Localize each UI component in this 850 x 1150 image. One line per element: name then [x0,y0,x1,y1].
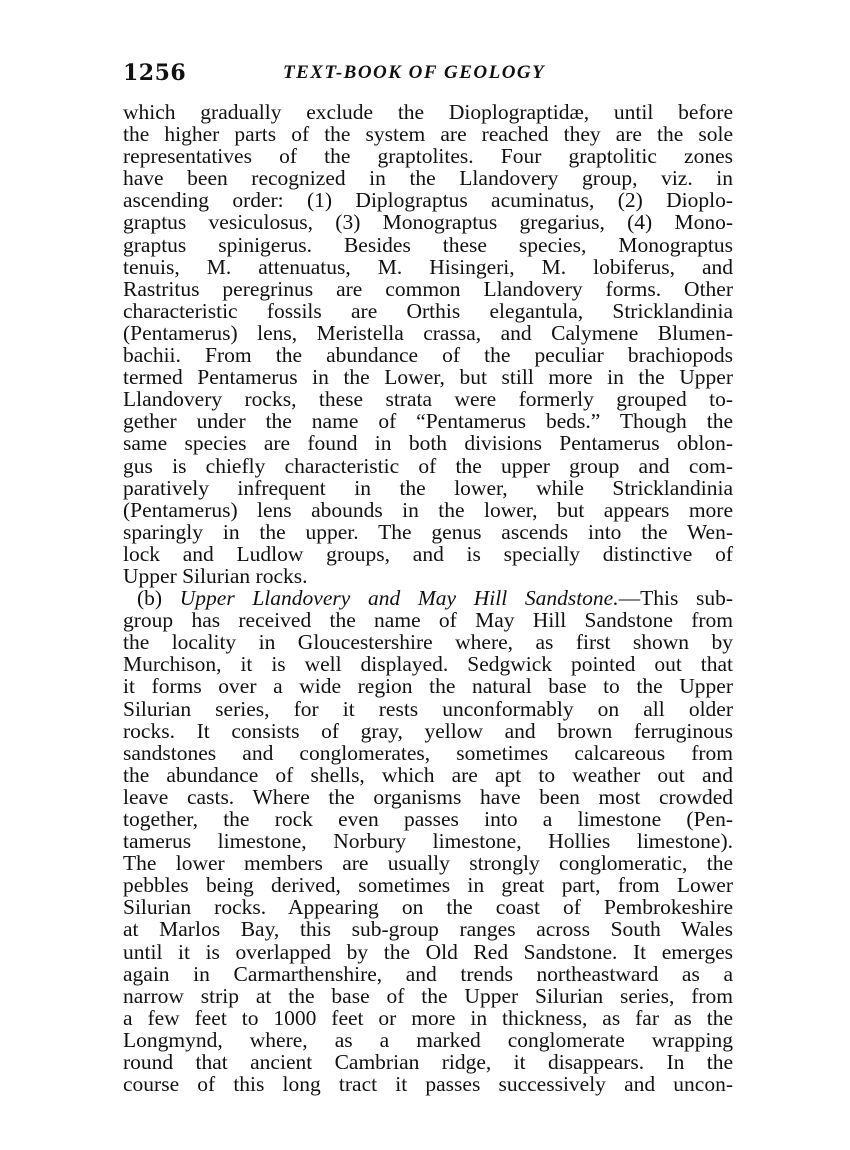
text-line: tenuis, M. attenuatus, M. Hisingeri, M. lobiferus, and [123,254,733,279]
text-line: (Pentamerus) lens abounds in the lower, but appears more [123,497,733,522]
text-line: same species are found in both divisions Pentamerus oblon- [123,431,733,456]
text-line: the higher parts of the system are reached they are the sole [123,122,733,147]
text-line: graptus spinigerus. Besides these species, Monograptus [123,232,733,257]
text-line: characteristic fossils are Orthis elegantula, Stricklandinia [123,298,733,323]
page-header [123,60,733,90]
text-line: course of this long tract it passes successively and uncon- [123,1072,733,1097]
text-line: Silurian series, for it rests unconformably on all older [123,696,733,721]
text-line: sandstones and conglomerates, sometimes calcareous from [123,740,733,765]
text-line: together, the rock even passes into a limestone (Pen- [123,807,733,831]
text-line: group has received the name of May Hill Sandstone from [123,608,733,633]
text-line: have been recognized in the Llandovery group, viz. in [123,166,733,191]
text-line: ascending order: (1) Diplograptus acuminatus, (2) Dioplo- [123,188,733,213]
subsection-heading-line [123,587,733,609]
text-line: lock and Ludlow groups, and is specially distinctive of [123,541,733,566]
text-line: narrow strip at the base of the Upper Silurian series, from [123,983,733,1008]
subsection-label: (b) [137,586,163,611]
text-line: bachii. From the abundance of the peculiar brachiopods [123,343,733,368]
running-head: TEXT-BOOK OF GEOLOGY [283,62,546,83]
text-line: again in Carmarthenshire, and trends northeastward as a [123,961,733,986]
text-line: leave casts. Where the organisms have been most crowded [123,784,733,809]
text-line: (Pentamerus) lens, Meristella crassa, and Calymene Blumen- [123,320,733,345]
text-line: Llandovery rocks, these strata were formerly grouped to- [123,387,733,412]
text-line: tamerus limestone, Norbury limestone, Hollies limestone). [123,829,733,854]
text-line: rocks. It consists of gray, yellow and brown ferruginous [123,718,733,743]
text-line: Rastritus peregrinus are common Llandovery forms. Other [123,276,733,301]
text-line: the abundance of shells, which are apt to weather out and [123,762,733,787]
subsection-line-rest: —This sub- [618,586,734,611]
subsection-title: Upper Llandovery and May Hill Sandstone. [179,586,619,611]
text-line: representatives of the graptolites. Four graptolitic zones [123,144,733,169]
text-line: a few feet to 1000 feet or more in thickness, as far as the [123,1005,733,1030]
text-line: pebbles being derived, sometimes in great part, from Lower [123,873,733,898]
text-line: termed Pentamerus in the Lower, but still more in the Upper [123,365,733,390]
text-line: gether under the name of “Pentamerus beds.” Though the [123,409,733,434]
page-number: 1256 [123,60,187,86]
text-line: The lower members are usually strongly conglomeratic, the [123,851,733,876]
text-line: graptus vesiculosus, (3) Monograptus gregarius, (4) Mono- [123,210,733,235]
text-line: Murchison, it is well displayed. Sedgwick pointed out that [123,652,733,677]
text-line: until it is overlapped by the Old Red Sandstone. It emerges [123,939,733,964]
text-line: sparingly in the upper. The genus ascends into the Wen- [123,519,733,544]
body-text [123,101,733,1095]
text-line: Silurian rocks. Appearing on the coast of Pembrokeshire [123,895,733,920]
text-line: Upper Silurian rocks. [123,563,308,588]
text-line: at Marlos Bay, this sub-group ranges across South Wales [123,917,733,942]
text-line: it forms over a wide region the natural base to the Upper [123,674,733,699]
text-line: which gradually exclude the Dioplograptidæ, until before [123,100,733,124]
text-line: the locality in Gloucestershire where, as first shown by [123,630,733,655]
text-line: round that ancient Cambrian ridge, it disappears. In the [123,1050,733,1075]
text-line: gus is chiefly characteristic of the upper group and com- [123,453,733,478]
text-line: paratively infrequent in the lower, while Stricklandinia [123,475,733,500]
text-line: Longmynd, where, as a marked conglomerate wrapping [123,1027,733,1052]
